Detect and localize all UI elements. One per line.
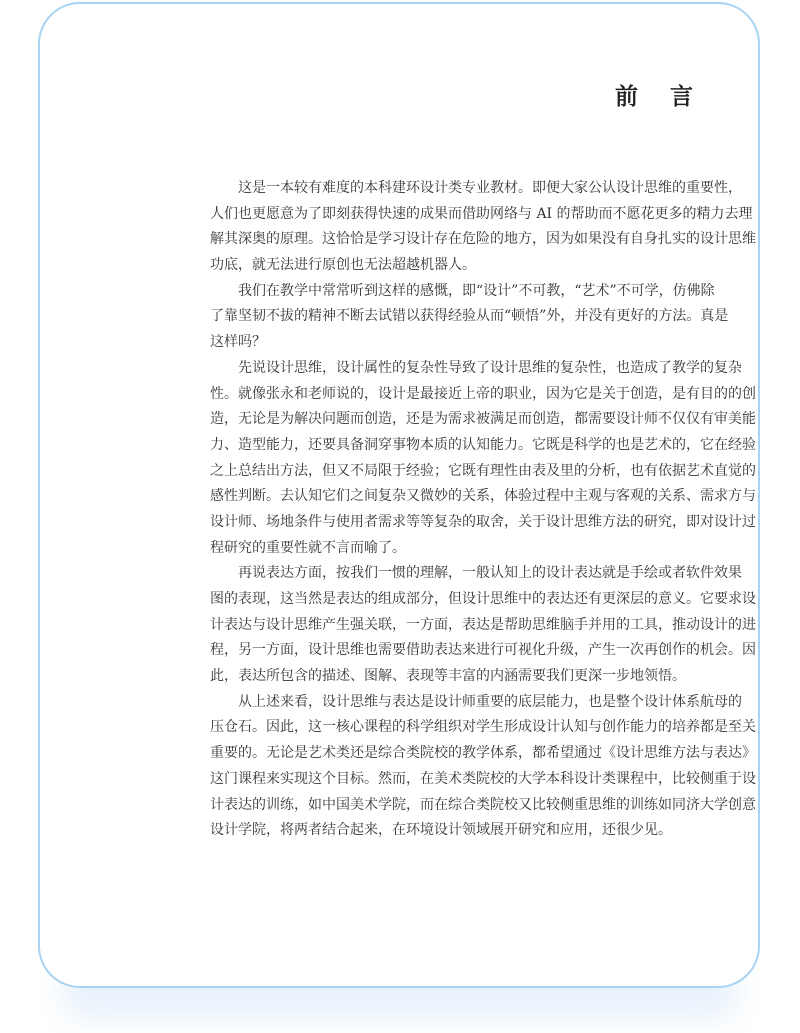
paragraph-line: 设计师、场地条件与使用者需求等等复杂的取舍，关于设计思维方法的研究，即对设计过 <box>210 513 756 530</box>
paragraph-line: 功底，就无法进行原创也无法超越机器人。 <box>210 257 476 274</box>
paragraph-line: 之上总结出方法，但又不局限于经验；它既有理性由表及里的分析，也有依据艺术直觉的 <box>210 462 756 479</box>
preface-body <box>210 176 756 844</box>
paragraph-line: 了靠坚韧不拔的精神不断去试错以获得经验从而“顿悟”外，并没有更好的方法。真是 <box>210 308 729 325</box>
paragraph-line: 先说设计思维，设计属性的复杂性导致了设计思维的复杂性，也造成了教学的复杂 <box>238 359 742 376</box>
paragraph-line: 计表达的训练，如中国美术学院，而在综合类院校又比较侧重思维的训练如同济大学创意 <box>210 796 756 813</box>
paragraph-line: 感性判断。去认知它们之间复杂又微妙的关系，体验过程中主观与客观的关系、需求方与 <box>210 488 756 505</box>
paragraph-line: 图的表现，这当然是表达的组成部分，但设计思维中的表达还有更深层的意义。它要求设 <box>210 591 756 607</box>
paragraph-line: 人们也更愿意为了即刻获得快速的成果而借助网络与 AI 的帮助而不愿花更多的精力去理 <box>210 205 753 222</box>
paragraph-line: 这样吗？ <box>210 334 266 351</box>
paragraph-line: 这是一本较有难度的本科建环设计类专业教材。即便大家公认设计思维的重要性， <box>238 180 742 196</box>
paragraph <box>210 176 756 279</box>
paragraph-line: 设计学院，将两者结合起来，在环境设计领域展开研究和应用，还很少见。 <box>210 822 672 839</box>
paragraph-line: 重要的。无论是艺术类还是综合类院校的教学体系，都希望通过《设计思维方法与表达》 <box>210 745 756 762</box>
paragraph-line: 从上述来看，设计思维与表达是设计师重要的底层能力，也是整个设计体系航母的 <box>238 693 742 710</box>
paragraph-line: 解其深奥的原理。这恰恰是学习设计存在危险的地方，因为如果没有自身扎实的设计思维 <box>210 231 756 248</box>
paragraph-line: 程研究的重要性就不言而喻了。 <box>210 539 406 556</box>
paragraph-line: 计表达与设计思维产生强关联，一方面，表达是帮助思维脑手并用的工具，推动设计的进 <box>210 616 756 633</box>
paragraph-line: 此，表达所包含的描述、图解、表现等丰富的内涵需要我们更深一步地领悟。 <box>210 668 686 685</box>
paragraph <box>210 561 756 689</box>
paragraph-line: 程，另一方面，设计思维也需要借助表达来进行可视化升级，产生一次再创作的机会。因 <box>210 642 756 659</box>
paragraph-line: 我们在教学中常常听到这样的感慨，即“设计”不可教，“艺术”不可学，仿佛除 <box>238 282 715 299</box>
paragraph-line: 性。就像张永和老师说的，设计是最接近上帝的职业，因为它是关于创造，是有目的的创 <box>210 385 756 402</box>
paragraph <box>210 279 729 356</box>
paragraph-line: 再说表达方面，按我们一惯的理解，一般认知上的设计表达就是手绘或者软件效果 <box>238 565 742 582</box>
paragraph <box>210 690 756 844</box>
paragraph-line: 压仓石。因此，这一核心课程的科学组织对学生形成设计认知与创作能力的培养都是至关 <box>210 719 756 736</box>
paragraph-line: 力、造型能力，还要具备洞穿事物本质的认知能力。它既是科学的也是艺术的，它在经验 <box>210 436 756 453</box>
page-title: 前 言 <box>614 83 705 110</box>
paragraph-line: 造，无论是为解决问题而创造，还是为需求被满足而创造，都需要设计师不仅仅有审美能 <box>210 411 756 428</box>
paragraph-line: 这门课程来实现这个目标。然而，在美术类院校的大学本科设计类课程中，比较侧重于设 <box>210 770 756 787</box>
paragraph <box>210 356 756 562</box>
